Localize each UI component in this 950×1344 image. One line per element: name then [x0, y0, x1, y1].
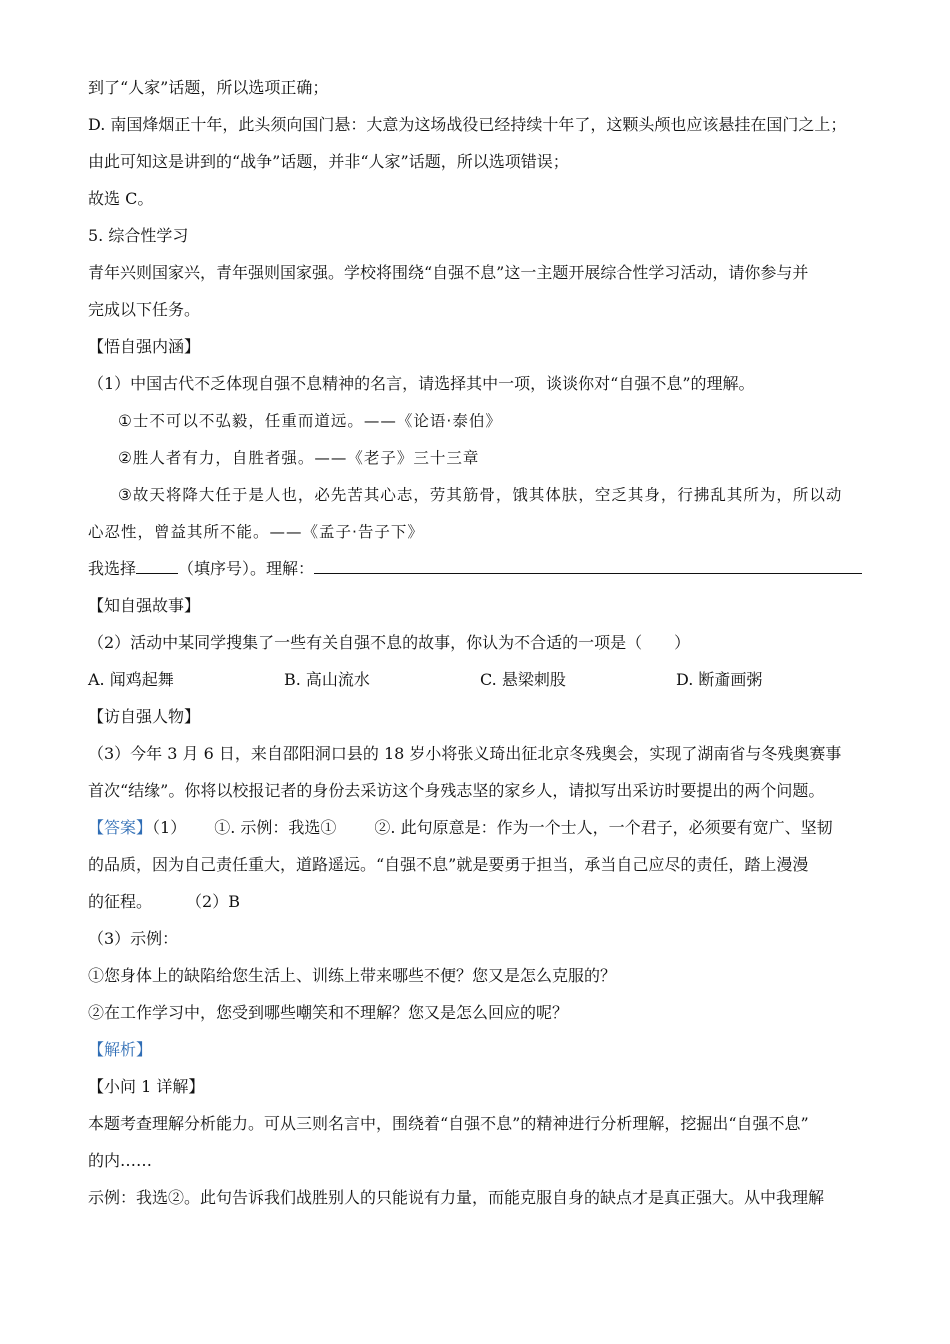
option-a: A. 闻鸡起舞 [88, 670, 174, 689]
analysis-label: 【解析】 [88, 1040, 153, 1059]
fill-in-line [88, 559, 868, 596]
quote-line: ③故天将降大任于是人也，必先苦其心志，劳其筋骨，饿其体肤，空乏其身，行拂乱其所为，所以动 [118, 486, 843, 504]
text-span: （2）B [186, 892, 240, 911]
text-line [88, 892, 868, 929]
text-span: 的征程。 [88, 892, 153, 911]
options-row [88, 670, 868, 707]
fill-in-middle: （填序号）。理解： [178, 559, 315, 578]
text-line: 到了“人家”话题，所以选项正确； [88, 78, 329, 97]
text-line: （3）今年 3 月 6 日，来自邵阳洞口县的 18 岁小将张义琦出征北京冬残奥会，实现了湖南省与冬残奥赛事 [88, 744, 842, 763]
answer-part: ①. 示例：我选① [214, 818, 337, 837]
option-b: B. 高山流水 [284, 670, 370, 689]
answer-blank-short[interactable] [136, 559, 178, 574]
text-line: 完成以下任务。 [88, 300, 201, 319]
text-line: ①您身体上的缺陷给您生活上、训练上带来哪些不便？您又是怎么克服的？ [88, 966, 617, 985]
section-heading: 【小问 1 详解】 [88, 1077, 205, 1096]
answer-blank-long[interactable] [314, 559, 862, 574]
section-heading: 【知自强故事】 [88, 596, 201, 615]
text-line: D. 南国烽烟正十年，此头须向国门悬：大意为这场战役已经持续十年了，这颗头颅也应该悬挂在国门之上； [88, 115, 847, 134]
question-heading: 5. 综合性学习 [88, 226, 189, 245]
text-line: （1）中国古代不乏体现自强不息精神的名言，请选择其中一项，谈谈你对“自强不息”的理解。 [88, 374, 755, 393]
answer-line [88, 818, 868, 855]
answer-part: （1） [152, 818, 187, 837]
text-line: 青年兴则国家兴，青年强则国家强。学校将围绕“自强不息”这一主题开展综合性学习活动，请你参与并 [88, 263, 809, 282]
quote-line: ②胜人者有力，自胜者强。——《老子》三十三章 [118, 449, 480, 467]
text-line: ②在工作学习中，您受到哪些嘲笑和不理解？您又是怎么回应的呢？ [88, 1003, 569, 1022]
text-line: 由此可知这是讲到的“战争”话题，并非“人家”话题，所以选项错误； [88, 152, 569, 171]
text-line: 示例：我选②。此句告诉我们战胜别人的只能说有力量，而能克服自身的缺点才是真正强大。从中我理解 [88, 1188, 825, 1207]
text-line: 首次“结缘”。你将以校报记者的身份去采访这个身残志坚的家乡人，请拟写出采访时要提出的两个问题。 [88, 781, 825, 800]
fill-in-prefix: 我选择 [88, 559, 137, 578]
answer-label: 【答案】 [88, 818, 153, 837]
text-line: 故选 C。 [88, 189, 154, 208]
text-line: （3）示例： [88, 929, 179, 948]
text-line: 的内…… [88, 1151, 153, 1170]
section-heading: 【悟自强内涵】 [88, 337, 201, 356]
quote-line: ①士不可以不弘毅，任重而道远。——《论语·泰伯》 [118, 412, 502, 430]
quote-line: 心忍性，曾益其所不能。——《孟子·告子下》 [88, 523, 424, 541]
document-page [88, 78, 868, 1225]
text-line: 的品质，因为自己责任重大，道路遥远。“自强不息”就是要勇于担当，承当自己应尽的责任，踏上漫漫 [88, 855, 809, 874]
answer-part: ②. 此句原意是：作为一个士人，一个君子，必须要有宽广、坚韧 [374, 818, 833, 837]
option-d: D. 断齑画粥 [676, 670, 763, 689]
text-line: 本题考查理解分析能力。可从三则名言中，围绕着“自强不息”的精神进行分析理解，挖掘出“自强不息” [88, 1114, 809, 1133]
text-line: （2）活动中某同学搜集了一些有关自强不息的故事，你认为不合适的一项是（ ） [88, 633, 691, 652]
option-c: C. 悬梁刺股 [480, 670, 566, 689]
section-heading: 【访自强人物】 [88, 707, 201, 726]
